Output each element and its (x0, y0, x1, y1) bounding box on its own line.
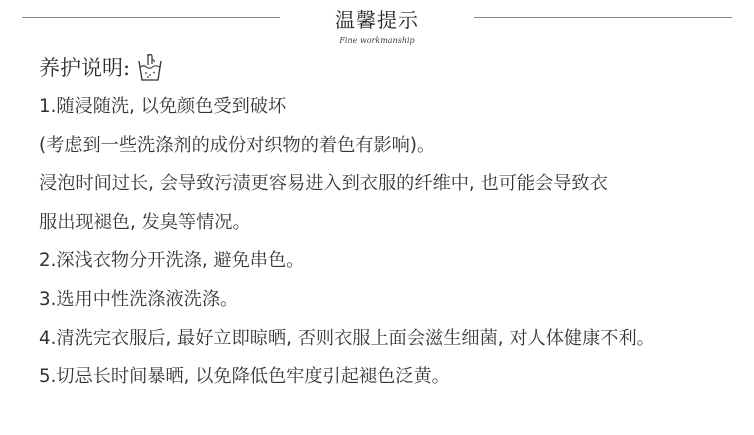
care-line: 5.切忌长时间暴晒, 以免降低色牢度引起褪色泛黄。 (39, 366, 450, 388)
care-line: 浸泡时间过长, 会导致污渍更容易进入到衣服的纤维中, 也可能会导致衣 (39, 173, 608, 195)
care-line: 1.随浸随洗, 以免颜色受到破坏 (39, 96, 287, 117)
care-line: 2.深浅衣物分开洗涤, 避免串色。 (39, 250, 305, 272)
care-heading-label: 养护说明: (39, 56, 131, 80)
header-divider-right (474, 17, 732, 18)
section-title: 温馨提示 (335, 8, 419, 32)
header-divider-left (22, 17, 280, 18)
hand-wash-icon (136, 51, 164, 83)
section-subtitle: Fine workmanship (339, 36, 415, 45)
section-header (0, 0, 754, 50)
care-line: 服出现褪色, 发臭等情况。 (39, 211, 251, 233)
care-instructions-heading (39, 51, 164, 83)
care-line: 3.选用中性洗涤液洗涤。 (39, 288, 239, 310)
care-line: 4.清洗完衣服后, 最好立即晾晒, 否则衣服上面会滋生细菌, 对人体健康不利。 (39, 327, 655, 349)
care-line: (考虑到一些洗涤剂的成份对织物的着色有影响)。 (39, 134, 436, 156)
care-instructions-list (39, 94, 739, 403)
